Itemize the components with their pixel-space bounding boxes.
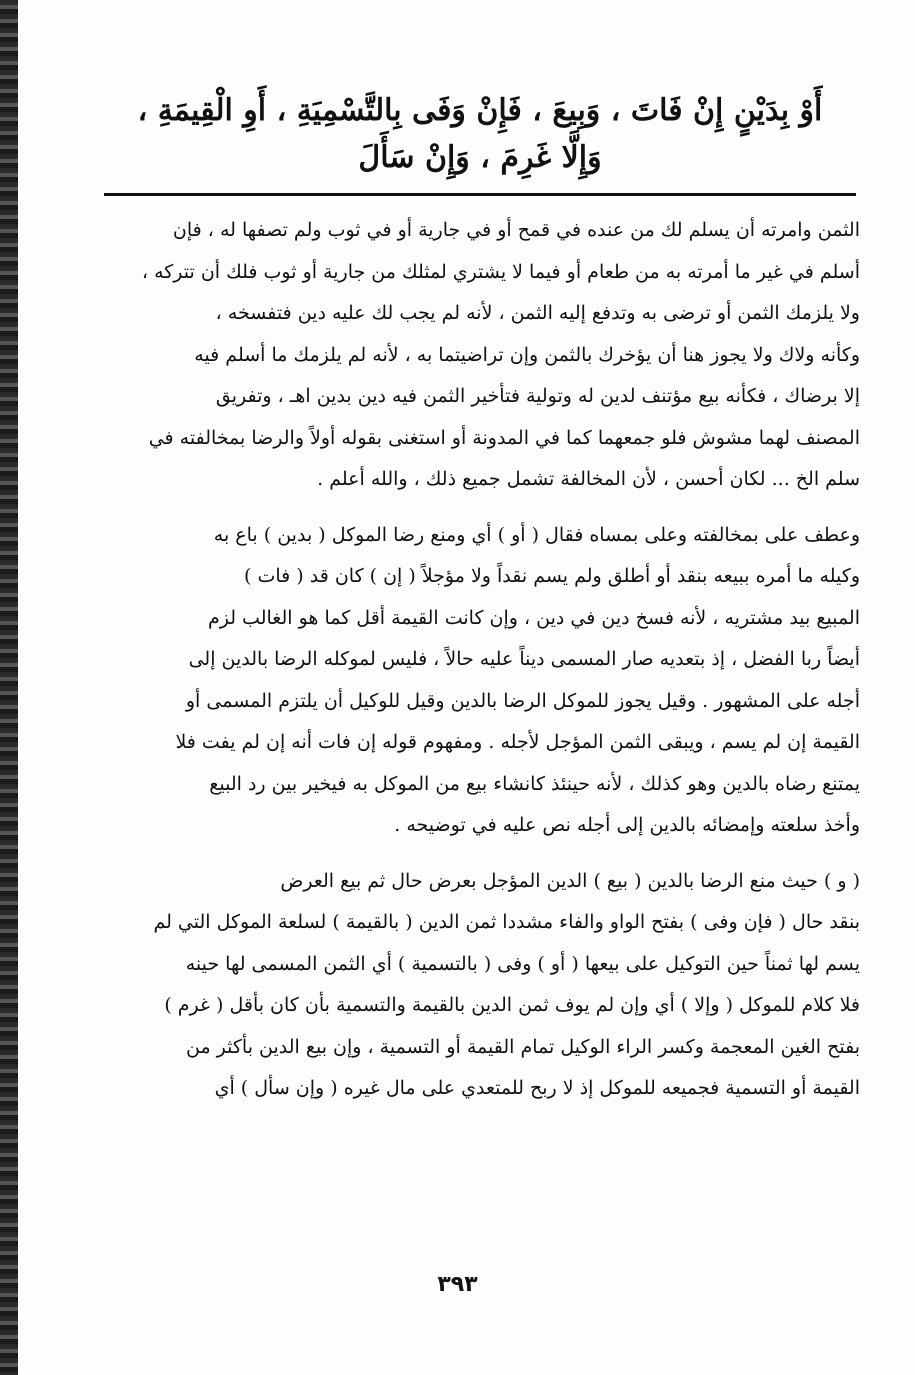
text-line: المصنف لهما مشوش فلو جمعهما كما في المدونة أو استغنى بقوله أولاً والرضا بمخالفته في	[148, 426, 860, 449]
commentary-paragraph-3	[100, 861, 860, 1110]
text-line: أيضاً ربا الفضل ، إذ بتعديه صار المسمى ديناً عليه حالاً ، فليس لموكله الرضا بالدين إلى	[188, 648, 860, 670]
commentary-paragraph-2	[100, 515, 860, 847]
matn-verse	[100, 88, 860, 181]
page-number: ٣٩٣	[437, 1272, 478, 1297]
text-line: القيمة إن لم يسم ، ويبقى الثمن المؤجل لأجله . ومفهوم قوله إن فات أنه إن لم يفت فلا	[175, 731, 860, 753]
header-divider	[104, 193, 856, 196]
text-line: ( و ) حيث منع الرضا بالدين ( بيع ) الدين المؤجل بعرض حال ثم بيع العرض	[280, 869, 860, 892]
verse-line-1: أَوْ بِدَيْنٍ إِنْ فَاتَ ، وَبِيعَ ، فَإِنْ وَفَى بِالتَّسْمِيَةِ ، أَوِ الْقِيمَةِ ،	[137, 93, 823, 128]
text-line: المبيع بيد مشتريه ، لأنه فسخ دين في دين ، وإن كانت القيمة أقل كما هو الغالب لزم	[207, 606, 860, 629]
text-line: فلا كلام للموكل ( وإلا ) أي وإن لم يوف ثمن الدين بالقيمة والتسمية بأن كان بأقل ( غرم )	[164, 994, 860, 1016]
text-line: يمتنع رضاه بالدين وهو كذلك ، لأنه حينئذ كانشاء بيع من الموكل به فيخير بين رد البيع	[209, 772, 860, 795]
text-line: وعطف على بمخالفته وعلى بمساه فقال ( أو ) أي ومنع رضا الموكل ( بدين ) باع به	[213, 523, 860, 546]
verse-line-2: وَإِلَّا غَرِمَ ، وَإِنْ سَأَلَ	[358, 139, 602, 175]
commentary-paragraph-1	[100, 210, 860, 501]
scan-binding-edge	[0, 0, 18, 1375]
text-line: بنقد حال ( فإن وفى ) بفتح الواو والفاء مشددا ثمن الدين ( بالقيمة ) لسلعة الموكل التي لم	[153, 911, 860, 933]
text-line: بفتح الغين المعجمة وكسر الراء الوكيل تمام القيمة أو التسمية ، وإن بيع الدين بأكثر من	[185, 1035, 860, 1058]
text-line: وكأنه ولاك ولا يجوز هنا أن يؤخرك بالثمن وإن تراضيتما به ، لأنه لم يلزمك ما أسلم فيه	[194, 343, 860, 366]
text-line: أسلم في غير ما أمرته به من طعام أو فيما لا يشتري لمثلك من جارية أو ثوب فلك أن تتركه ،	[141, 260, 860, 283]
text-line: يسم لها ثمناً حين التوكيل على بيعها ( أو ) وفى ( بالتسمية ) أي الثمن المسمى لها حينه	[185, 952, 860, 975]
text-line: إلا برضاك ، فكأنه بيع مؤتنف لدين له وتولية فتأخير الثمن فيه دين بدين اهـ ، وتفريق	[215, 385, 860, 407]
text-line: القيمة أو التسمية فجميعه للموكل إذ لا ربح للمتعدي على مال غيره ( وإن سأل ) أي	[214, 1077, 860, 1099]
text-line: ولا يلزمك الثمن أو ترضى به وتدفع إليه الثمن ، لأنه لم يجب لك عليه دين فتفسخه ،	[215, 302, 860, 324]
text-line: وأخذ سلعته وإمضائه بالدين إلى أجله نص عليه في توضيحه .	[394, 814, 860, 836]
text-line: الثمن وامرته أن يسلم لك من عنده في قمح أو في جارية أو في ثوب ولم تصفها له ، فإن	[172, 219, 860, 241]
text-line: سلم الخ ... لكان أحسن ، لأن المخالفة تشمل جميع ذلك ، والله أعلم .	[317, 468, 860, 490]
page-content	[100, 88, 860, 1124]
text-line: أجله على المشهور . وقيل يجوز للموكل الرضا بالدين وقيل للوكيل أن يلتزم المسمى أو	[185, 689, 860, 712]
text-line: وكيله ما أمره ببيعه بنقد أو أطلق ولم يسم نقداً ولا مؤجلاً ( إن ) كان قد ( فات )	[244, 565, 860, 587]
